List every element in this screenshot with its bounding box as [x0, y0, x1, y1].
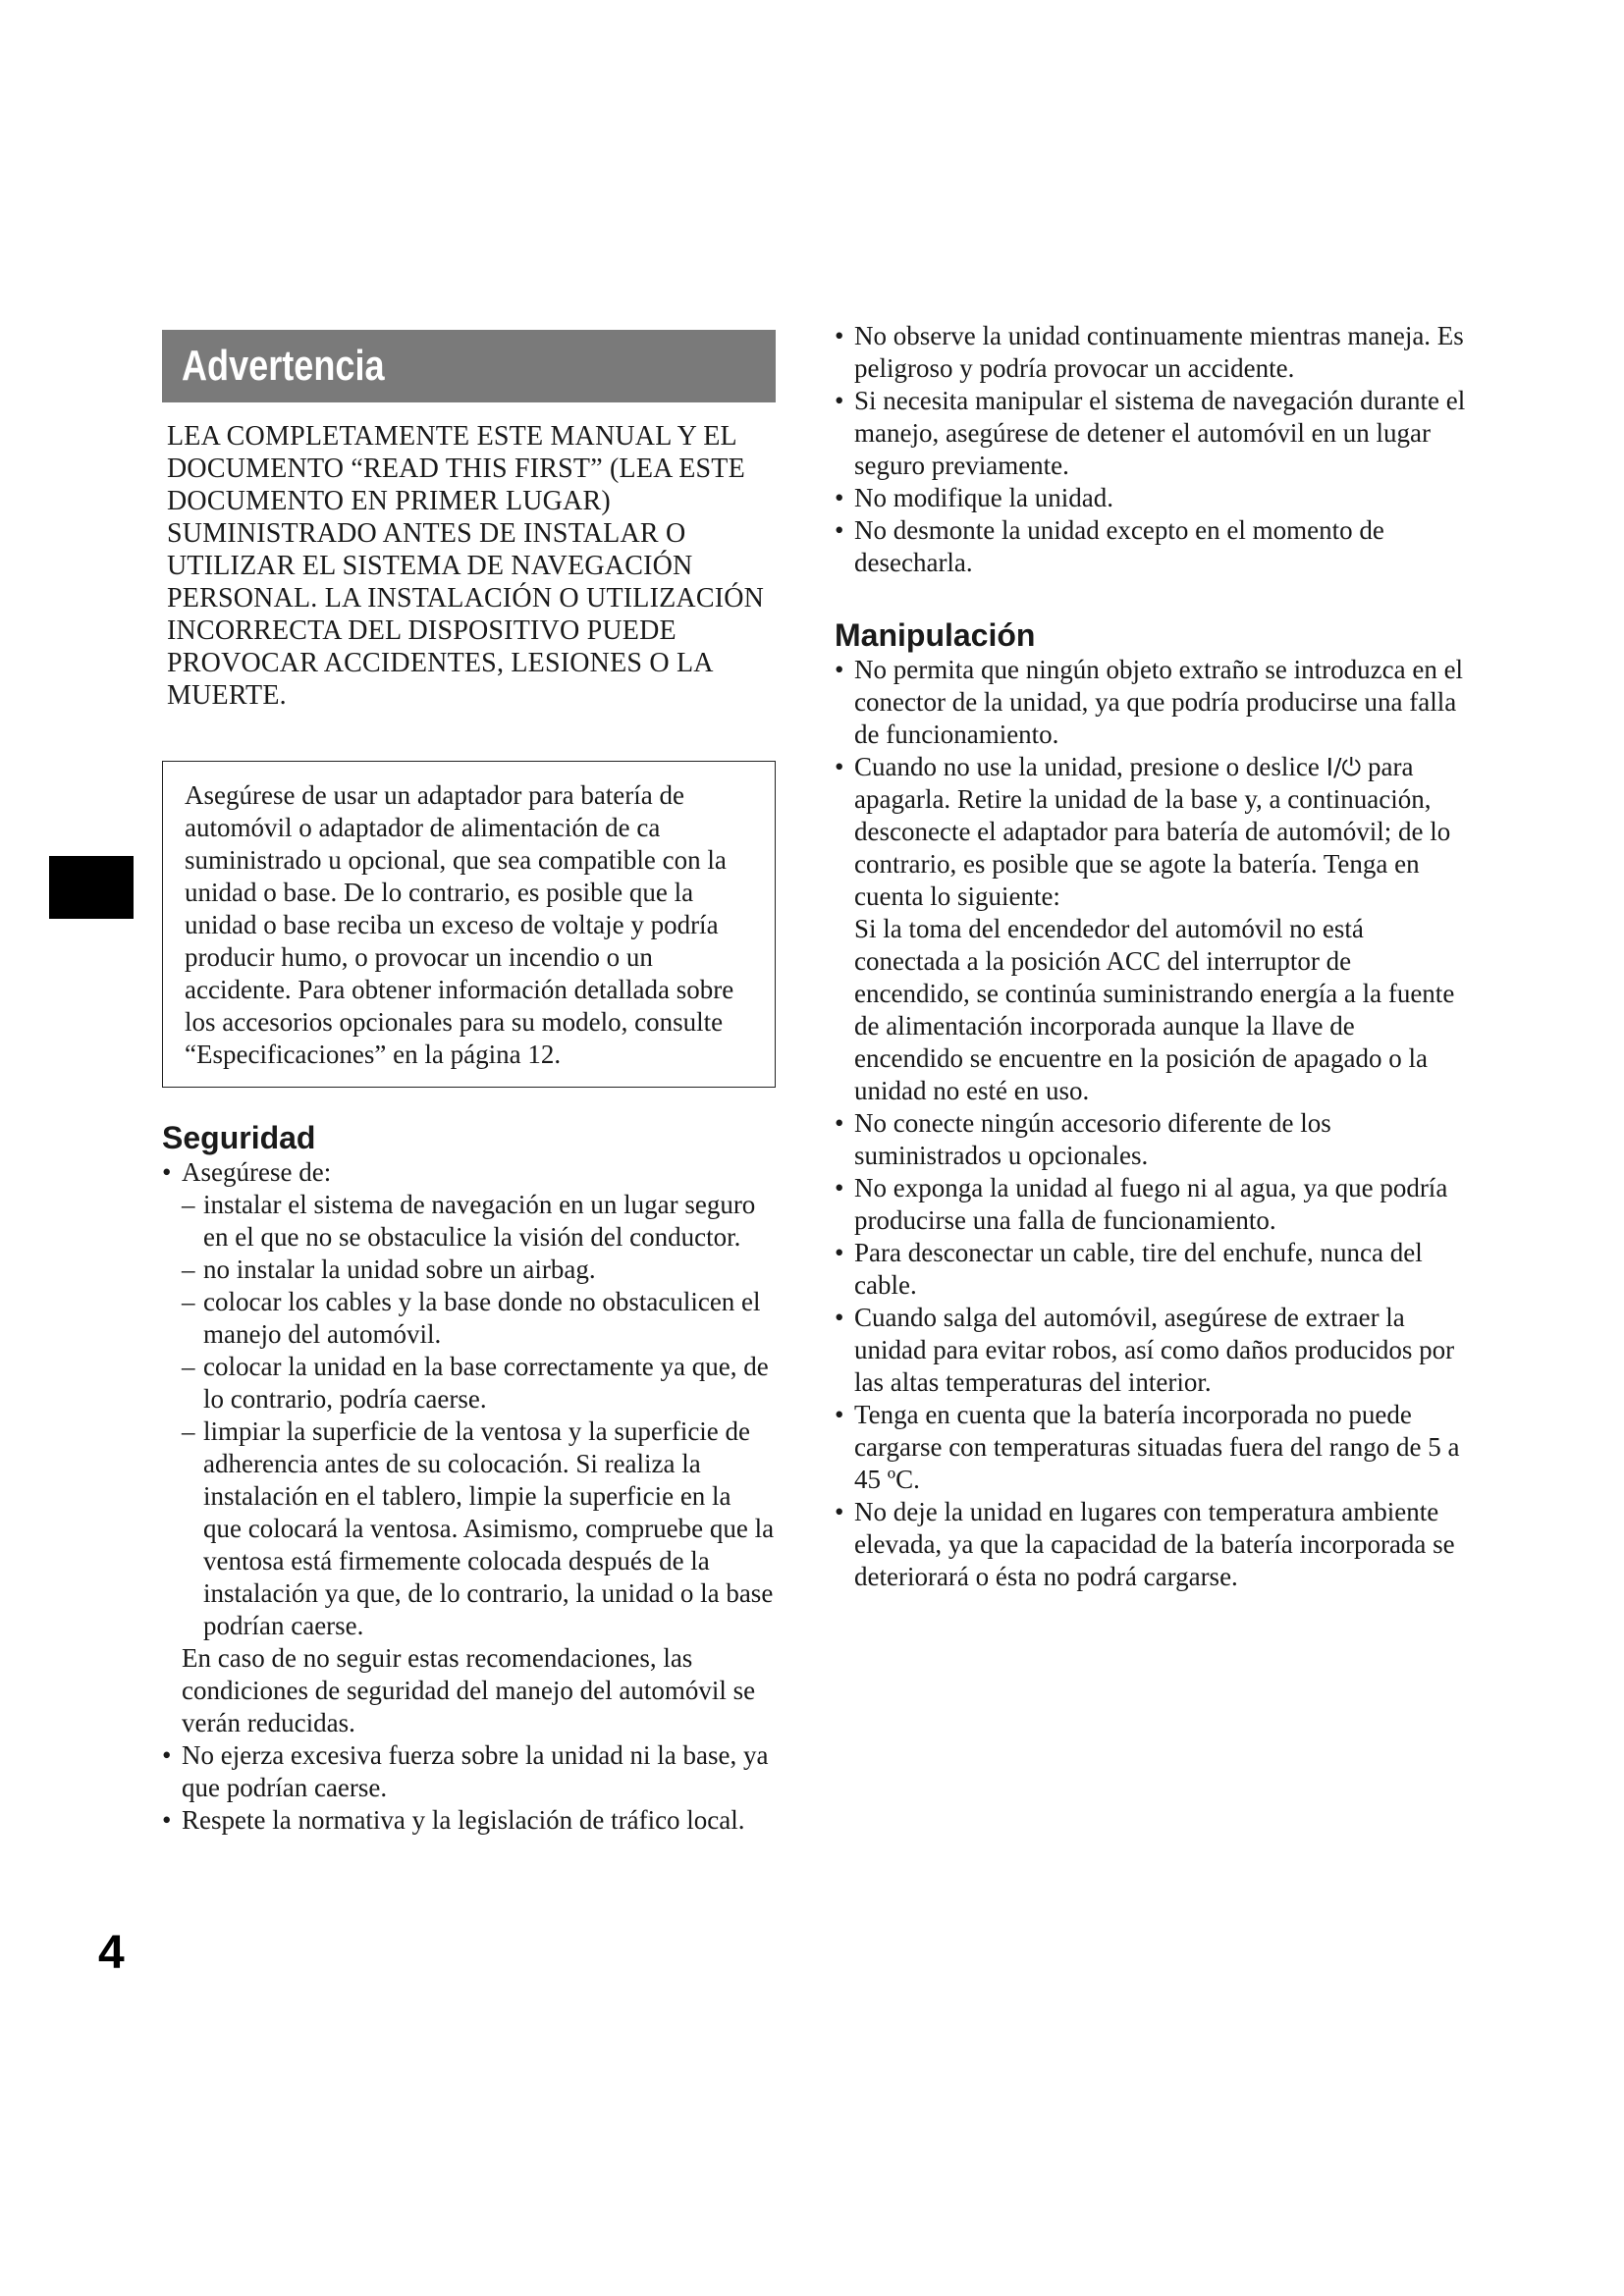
list-item: • No exponga la unidad al fuego ni al agua, ya que podría producirse una falla de funcionamiento. — [835, 1172, 1468, 1237]
list-item: • No permita que ningún objeto extraño se introduzca en el conector de la unidad, ya que podría producirse una falla de funcionamiento. — [835, 654, 1468, 751]
warning-banner — [162, 330, 776, 402]
right-column — [835, 320, 1468, 1593]
list-item: – no instalar la unidad sobre un airbag. — [162, 1254, 776, 1286]
list-item: – colocar los cables y la base donde no obstaculicen el manejo del automóvil. — [162, 1286, 776, 1351]
seguridad-section — [162, 1119, 776, 1837]
list-item: • No desmonte la unidad excepto en el momento de desecharla. — [835, 514, 1468, 579]
list-item: • Asegúrese de: — [162, 1156, 776, 1189]
list-item — [835, 751, 1468, 913]
list-item: • No modifique la unidad. — [835, 482, 1468, 514]
list-item-text: Cuando no use la unidad, presione o deslice — [854, 752, 1320, 781]
banner-title: Advertencia — [182, 342, 385, 390]
power-icon: I/⏻ — [1326, 753, 1362, 781]
list-item: – limpiar la superficie de la ventosa y la superficie de adherencia antes de su colocación. Si realiza la instalación en el tablero, limpie la superficie en la que colocará la ventosa. Asimismo, compruebe que la ventosa está firmemente colocada después de la instalación ya que, de lo contrario, la unidad o la base podrían caerse. — [162, 1415, 776, 1642]
list-item: – instalar el sistema de navegación en un lugar seguro en el que no se obstaculice la visión del conductor. — [162, 1189, 776, 1254]
list-item: • Si necesita manipular el sistema de navegación durante el manejo, asegúrese de detener el automóvil en un lugar seguro previamente. — [835, 385, 1468, 482]
adapter-notice-box — [162, 761, 776, 1088]
seguridad-note: En caso de no seguir estas recomendaciones, las condiciones de seguridad del manejo del automóvil se verán reducidas. — [182, 1643, 756, 1737]
adapter-notice-text: Asegúrese de usar un adaptador para batería de automóvil o adaptador de alimentación de ca suministrado u opcional, que sea compatible con la unidad o base. De lo contrario, es posible que la unidad o base reciba un exceso de voltaje y podría producir humo, o provocar un incendio o un accidente. Para obtener información detallada sobre los accesorios opcionales para su modelo, consulte “Especificaciones” en la página 12. — [185, 780, 734, 1069]
left-column — [162, 330, 776, 1837]
list-item: • No deje la unidad en lugares con temperatura ambiente elevada, ya que la capacidad de la batería incorporada se deteriorará o ésta no podrá cargarse. — [835, 1496, 1468, 1593]
manipulacion-section — [835, 616, 1468, 1593]
page-number: 4 — [98, 1927, 125, 1979]
seguridad-heading: Seguridad — [162, 1120, 316, 1155]
list-item: • No observe la unidad continuamente mientras maneja. Es peligroso y podría provocar un accidente. — [835, 320, 1468, 385]
list-item: • Respete la normativa y la legislación de tráfico local. — [162, 1804, 776, 1837]
manipulacion-heading: Manipulación — [835, 617, 1036, 653]
list-item: • Tenga en cuenta que la batería incorporada no puede cargarse con temperaturas situadas fuera del rango de 5 a 45 ºC. — [835, 1399, 1468, 1496]
warning-text: LEA COMPLETAMENTE ESTE MANUAL Y EL DOCUMENTO “READ THIS FIRST” (LEA ESTE DOCUMENTO EN PRIMER LUGAR) SUMINISTRADO ANTES DE INSTALAR O UTILIZAR EL SISTEMA DE NAVEGACIÓN PERSONAL. LA INSTALACIÓN O UTILIZACIÓN INCORRECTA DEL DISPOSITIVO PUEDE PROVOCAR ACCIDENTES, LESIONES O LA MUERTE. — [167, 421, 765, 711]
list-item-text: para apagarla. Retire la unidad de la base y, a continuación, desconecte el adaptador para batería de automóvil; de lo contrario, es posible que se agote la batería. Tenga en cuenta lo siguiente: — [854, 752, 1451, 911]
list-item: • Para desconectar un cable, tire del enchufe, nunca del cable. — [835, 1237, 1468, 1302]
list-item-sub: Si la toma del encendedor del automóvil no está conectada a la posición ACC del interruptor de encendido, se continúa suministrando energía a la fuente de alimentación incorporada aunque la llave de encendido se encuentre en la posición de apagado o la unidad no esté en uso. — [854, 914, 1455, 1105]
list-item: • No conecte ningún accesorio diferente de los suministrados u opcionales. — [835, 1107, 1468, 1172]
list-item: • Cuando salga del automóvil, asegúrese de extraer la unidad para evitar robos, así como daños producidos por las altas temperaturas del interior. — [835, 1302, 1468, 1399]
list-item: • No ejerza excesiva fuerza sobre la unidad ni la base, ya que podrían caerse. — [162, 1739, 776, 1804]
section-tab-marker — [49, 856, 134, 919]
list-item: – colocar la unidad en la base correctamente ya que, de lo contrario, podría caerse. — [162, 1351, 776, 1415]
